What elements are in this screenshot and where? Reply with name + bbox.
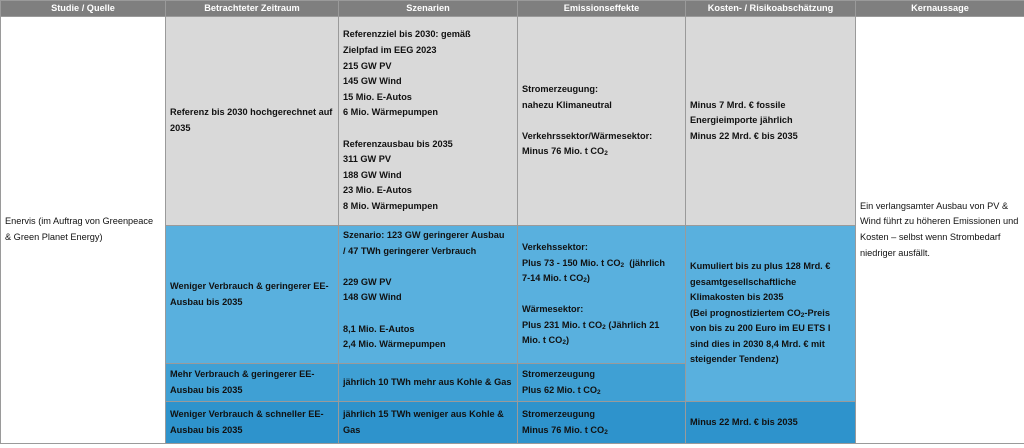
header-row: [1, 1, 1024, 17]
zeitraum-cell-weniger-geringer: [166, 226, 339, 364]
kosten-line: Minus 22 Mrd. € bis 2035: [690, 130, 798, 141]
szenario-line: jährlich 10 TWh mehr aus Kohle & Gas: [343, 376, 512, 387]
szenario-line: 215 GW PV: [343, 60, 392, 71]
kosten-line: gesamtgesellschaftliche: [690, 276, 797, 287]
emission-line: Plus 73 - 150 Mio. t $CO_2$ (jährlich: [522, 257, 666, 269]
szenario-line: 23 Mio. E-Autos: [343, 185, 412, 196]
kosten-line: Energieimporte jährlich: [690, 115, 793, 126]
studie-text: Enervis (im Auftrag von Greenpeace & Green Planet Energy): [5, 216, 154, 242]
kosten-line: Klimakosten bis 2035: [690, 292, 784, 303]
emission-cell-mehr-geringer: [518, 364, 686, 402]
header-szenarien: Szenarien: [339, 1, 518, 17]
kosten-line: (Bei prognostiziertem $CO_2$-Preis: [690, 307, 830, 319]
szenario-line: / 47 TWh geringerer Verbrauch: [343, 245, 477, 256]
emission-line: Mio. t $CO_2$): [522, 335, 570, 347]
emission-line: Wärmesektor:: [522, 304, 584, 315]
kosten-cell-referenz: [686, 17, 856, 226]
zeitraum-cell-mehr-geringer: [166, 364, 339, 402]
szenario-line: Referenzziel bis 2030: gemäß: [343, 29, 471, 40]
kosten-cell-weniger-schneller: [686, 402, 856, 444]
kosten-line: Kumuliert bis zu plus 128 Mrd. €: [690, 260, 831, 271]
szenarien-cell-mehr-geringer: [339, 364, 518, 402]
emission-line: 7-14 Mio. t $CO_2$): [522, 273, 590, 285]
studie-cell: [1, 17, 166, 444]
header-emissionseffekte: Emissionseffekte: [518, 1, 686, 17]
szenario-line: 188 GW Wind: [343, 169, 402, 180]
header-kernaussage: Kernaussage: [856, 1, 1024, 17]
zeitraum-text: Weniger Verbrauch & geringerer EE-Ausbau bis 2035: [170, 280, 329, 307]
szenarien-cell-referenz: [339, 17, 518, 226]
kosten-line: sind dies in 2030 8,4 Mrd. € mit: [690, 338, 825, 349]
zeitraum-text: Referenz bis 2030 hochgerechnet auf 2035: [170, 107, 333, 133]
szenario-line: 148 GW Wind: [343, 292, 402, 303]
kernaussage-cell: [856, 17, 1024, 444]
zeitraum-cell-referenz: [166, 17, 339, 226]
zeitraum-cell-weniger-schneller: [166, 402, 339, 444]
szenario-line: 15 Mio. E-Autos: [343, 91, 412, 102]
emission-line: Minus 76 Mio. t $CO_2$: [522, 146, 608, 158]
szenario-line: jährlich 15 TWh weniger aus Kohle & Gas: [343, 408, 504, 435]
table-row-referenz: [1, 17, 1024, 226]
szenario-line: 145 GW Wind: [343, 76, 402, 87]
szenario-line: 311 GW PV: [343, 154, 392, 165]
emission-cell-weniger-schneller: [518, 402, 686, 444]
emission-line: Stromerzeugung:: [522, 84, 599, 95]
kosten-line: Minus 7 Mrd. € fossile: [690, 99, 786, 110]
szenario-line: 6 Mio. Wärmepumpen: [343, 107, 438, 118]
header-kosten: Kosten- / Risikoabschätzung: [686, 1, 856, 17]
emission-line: Plus 62 Mio. t $CO_2$: [522, 384, 601, 396]
szenario-line: 8 Mio. Wärmepumpen: [343, 200, 438, 211]
szenario-line: 229 GW PV: [343, 276, 392, 287]
header-studie: Studie / Quelle: [1, 1, 166, 17]
emission-line: Plus 231 Mio. t $CO_2$ (Jährlich 21: [522, 319, 660, 331]
szenario-line: 2,4 Mio. Wärmepumpen: [343, 339, 446, 350]
szenario-line: Szenario: 123 GW geringerer Ausbau: [343, 230, 505, 240]
emission-line: Minus 76 Mio. t $CO_2$: [522, 424, 608, 436]
emission-cell-referenz: [518, 17, 686, 226]
szenario-line: 8,1 Mio. E-Autos: [343, 323, 415, 334]
kosten-line: von bis zu 200 Euro im EU ETS I: [690, 323, 831, 334]
kernaussage-text: Ein verlangsamter Ausbau von PV & Wind führt zu höheren Emissionen und Kosten – selbst wenn Strombedarf niedriger ausfällt.: [860, 200, 1019, 258]
szenarien-cell-weniger-schneller: [339, 402, 518, 444]
emission-line: Stromerzeugung: [522, 408, 595, 419]
kosten-line: Minus 22 Mrd. € bis 2035: [690, 416, 798, 427]
emission-line: nahezu Klimaneutral: [522, 99, 612, 110]
emission-line: Verkehrssektor/Wärmesektor:: [522, 130, 653, 141]
emission-line: Stromerzeugung: [522, 368, 595, 379]
header-zeitraum: Betrachteter Zeitraum: [166, 1, 339, 17]
emission-cell-weniger-geringer: [518, 226, 686, 364]
zeitraum-text: Weniger Verbrauch & schneller EE-Ausbau bis 2035: [170, 408, 324, 435]
kosten-line: steigender Tendenz): [690, 354, 779, 365]
szenarien-cell-weniger-geringer: [339, 226, 518, 364]
zeitraum-text: Mehr Verbrauch & geringerer EE-Ausbau bis 2035: [170, 368, 315, 395]
kosten-cell-weniger-geringer: [686, 226, 856, 402]
szenario-line: Referenzausbau bis 2035: [343, 138, 453, 149]
emission-line: Verkehssektor:: [522, 241, 588, 252]
szenario-line: Zielpfad im EEG 2023: [343, 45, 437, 56]
